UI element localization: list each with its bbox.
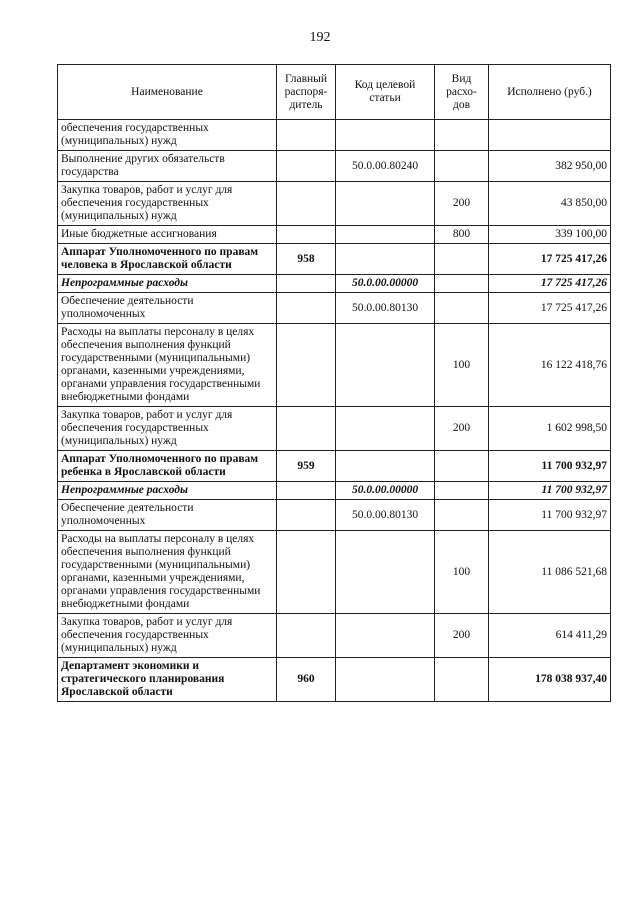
cell-expense-kind: [435, 451, 489, 482]
cell-main-manager: [277, 293, 336, 324]
cell-executed-sum: 339 100,00: [489, 226, 611, 244]
cell-expense-kind: [435, 244, 489, 275]
cell-executed-sum: [489, 120, 611, 151]
cell-main-manager: 958: [277, 244, 336, 275]
cell-main-manager: [277, 182, 336, 226]
header-main-manager: Главный распоря-дитель: [277, 65, 336, 120]
table-row-organization: [58, 658, 611, 702]
cell-target-code: [336, 226, 435, 244]
cell-target-code: 50.0.00.80130: [336, 500, 435, 531]
cell-main-manager: [277, 614, 336, 658]
table-row: [58, 226, 611, 244]
table-row-organization: [58, 451, 611, 482]
header-target-code: Код целевой статьи: [336, 65, 435, 120]
table-row: [58, 407, 611, 451]
cell-executed-sum: 43 850,00: [489, 182, 611, 226]
cell-executed-sum: 16 122 418,76: [489, 324, 611, 407]
cell-main-manager: [277, 120, 336, 151]
header-expense-kind: Вид расхо-дов: [435, 65, 489, 120]
cell-main-manager: [277, 500, 336, 531]
table-row-organization: [58, 244, 611, 275]
cell-executed-sum: 11 700 932,97: [489, 500, 611, 531]
cell-expense-kind: 800: [435, 226, 489, 244]
cell-target-code: [336, 120, 435, 151]
cell-name: Департамент экономики и стратегического планирования Ярославской области: [58, 658, 277, 702]
cell-executed-sum: 11 086 521,68: [489, 531, 611, 614]
table-row-section: [58, 482, 611, 500]
cell-executed-sum: 11 700 932,97: [489, 482, 611, 500]
cell-target-code: 50.0.00.80240: [336, 151, 435, 182]
table-row: [58, 151, 611, 182]
cell-main-manager: 960: [277, 658, 336, 702]
cell-expense-kind: [435, 293, 489, 324]
cell-target-code: [336, 658, 435, 702]
cell-target-code: [336, 614, 435, 658]
cell-main-manager: [277, 226, 336, 244]
cell-name: Обеспечение деятельности уполномоченных: [58, 500, 277, 531]
header-executed-sum: Исполнено (руб.): [489, 65, 611, 120]
cell-name: Выполнение других обязательств государства: [58, 151, 277, 182]
cell-expense-kind: [435, 120, 489, 151]
cell-target-code: 50.0.00.80130: [336, 293, 435, 324]
cell-executed-sum: 17 725 417,26: [489, 275, 611, 293]
cell-target-code: [336, 324, 435, 407]
table-row: [58, 614, 611, 658]
cell-expense-kind: 200: [435, 407, 489, 451]
cell-main-manager: 959: [277, 451, 336, 482]
cell-target-code: [336, 531, 435, 614]
cell-target-code: 50.0.00.00000: [336, 275, 435, 293]
cell-main-manager: [277, 482, 336, 500]
cell-target-code: [336, 407, 435, 451]
header-name: Наименование: [58, 65, 277, 120]
table-row: [58, 531, 611, 614]
cell-name: обеспечения государственных (муниципальных) нужд: [58, 120, 277, 151]
table-row: [58, 120, 611, 151]
cell-name: Непрограммные расходы: [58, 482, 277, 500]
table-row: [58, 293, 611, 324]
cell-expense-kind: [435, 500, 489, 531]
cell-executed-sum: 1 602 998,50: [489, 407, 611, 451]
table-header-row: [58, 65, 611, 120]
cell-name: Закупка товаров, работ и услуг для обеспечения государственных (муниципальных) нужд: [58, 182, 277, 226]
cell-main-manager: [277, 275, 336, 293]
cell-executed-sum: 11 700 932,97: [489, 451, 611, 482]
cell-expense-kind: 200: [435, 182, 489, 226]
cell-executed-sum: 178 038 937,40: [489, 658, 611, 702]
cell-expense-kind: 200: [435, 614, 489, 658]
table-row: [58, 324, 611, 407]
cell-name: Расходы на выплаты персоналу в целях обеспечения выполнения функций государственными (муниципальными) органами, казенными учреждениями, органами управления государственными внебюджетными фондами: [58, 531, 277, 614]
cell-name: Обеспечение деятельности уполномоченных: [58, 293, 277, 324]
table-row: [58, 182, 611, 226]
cell-executed-sum: 17 725 417,26: [489, 293, 611, 324]
cell-expense-kind: [435, 275, 489, 293]
cell-expense-kind: 100: [435, 324, 489, 407]
cell-expense-kind: 100: [435, 531, 489, 614]
cell-name: Закупка товаров, работ и услуг для обеспечения государственных (муниципальных) нужд: [58, 407, 277, 451]
cell-name: Закупка товаров, работ и услуг для обеспечения государственных (муниципальных) нужд: [58, 614, 277, 658]
cell-name: Расходы на выплаты персоналу в целях обеспечения выполнения функций государственными (муниципальными) органами, казенными учреждениями, органами управления государственными внебюджетными фондами: [58, 324, 277, 407]
cell-expense-kind: [435, 658, 489, 702]
cell-expense-kind: [435, 151, 489, 182]
cell-name: Аппарат Уполномоченного по правам человека в Ярославской области: [58, 244, 277, 275]
table-row-section: [58, 275, 611, 293]
cell-target-code: [336, 244, 435, 275]
cell-target-code: [336, 451, 435, 482]
cell-name: Иные бюджетные ассигнования: [58, 226, 277, 244]
cell-main-manager: [277, 407, 336, 451]
cell-executed-sum: 382 950,00: [489, 151, 611, 182]
table-row: [58, 500, 611, 531]
cell-name: Аппарат Уполномоченного по правам ребенка в Ярославской области: [58, 451, 277, 482]
budget-table: [57, 64, 611, 702]
cell-executed-sum: 614 411,29: [489, 614, 611, 658]
cell-main-manager: [277, 151, 336, 182]
cell-executed-sum: 17 725 417,26: [489, 244, 611, 275]
cell-name: Непрограммные расходы: [58, 275, 277, 293]
cell-main-manager: [277, 324, 336, 407]
cell-expense-kind: [435, 482, 489, 500]
page-number: 192: [309, 30, 331, 45]
cell-target-code: [336, 182, 435, 226]
cell-target-code: 50.0.00.00000: [336, 482, 435, 500]
cell-main-manager: [277, 531, 336, 614]
